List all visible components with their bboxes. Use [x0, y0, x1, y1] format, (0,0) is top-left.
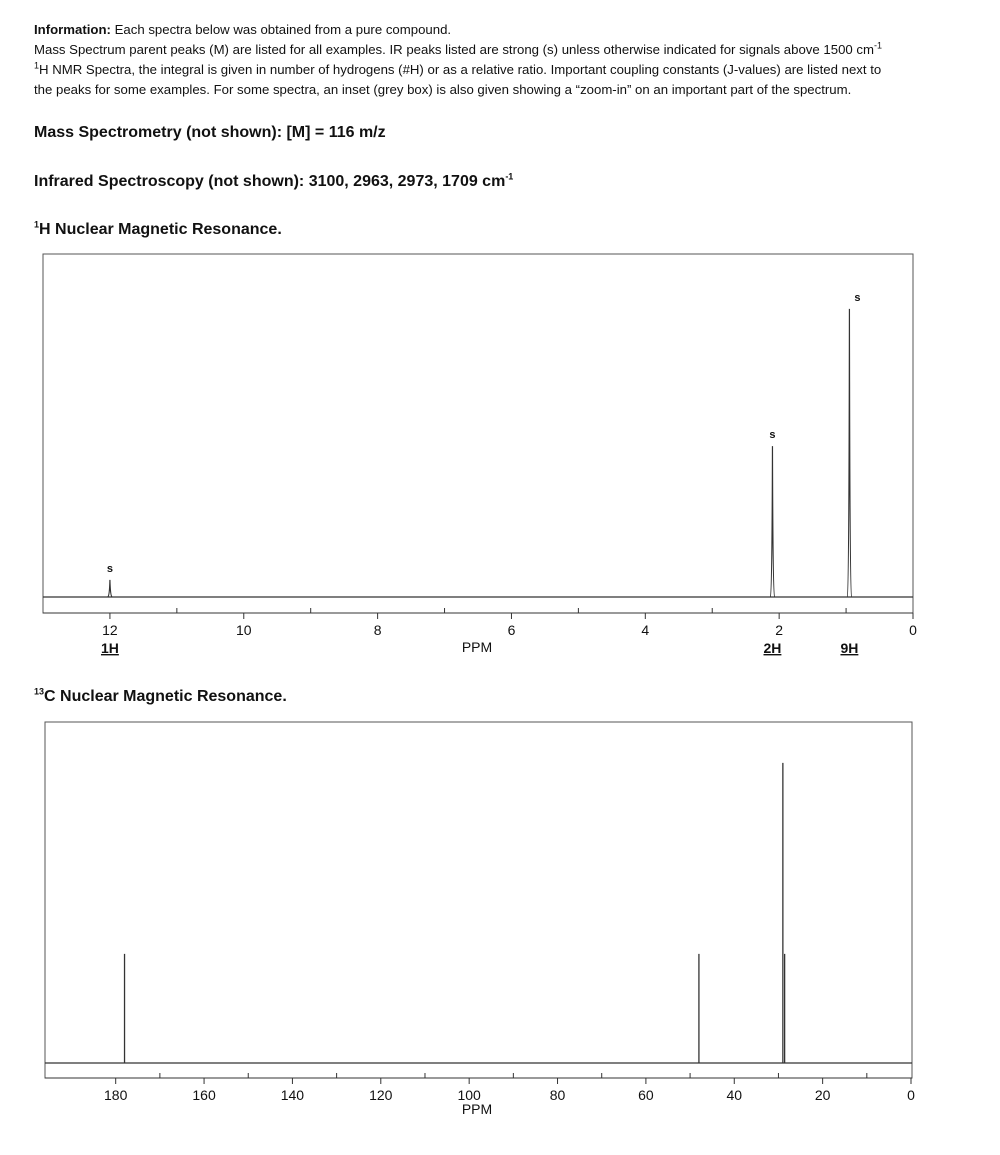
ir-heading-text: Infrared Spectroscopy (not shown): 3100, 2963, 2973, 1709 cm — [34, 173, 506, 190]
h-nmr-tick-label: 12 — [102, 622, 118, 638]
info-line-4 — [34, 80, 974, 100]
c-nmr-tick-label: 40 — [726, 1087, 743, 1103]
h-nmr-heading-text: H Nuclear Magnetic Resonance. — [39, 221, 282, 238]
c-nmr-tick-label: 100 — [457, 1087, 481, 1103]
c-nmr-tick-label: 160 — [192, 1087, 216, 1103]
mass-spec-heading: Mass Spectrometry (not shown): [M] = 116 m/z — [34, 124, 386, 141]
c-nmr-tick-label: 60 — [638, 1087, 654, 1103]
h-nmr-integral-label: 2H — [763, 640, 782, 656]
h-nmr-integral-label: 9H — [840, 640, 859, 656]
c-nmr-chart — [0, 710, 1000, 1140]
h-nmr-heading-sup: 1 — [34, 219, 40, 230]
h-nmr-chart — [0, 240, 1000, 670]
c-nmr-tick-label: 140 — [280, 1087, 305, 1103]
h-nmr-multiplicity-label: s — [854, 291, 861, 304]
h-nmr-tick-label: 0 — [909, 622, 917, 638]
h-nmr-tick-label: 8 — [373, 622, 382, 638]
h-nmr-peak — [770, 446, 774, 597]
c-nmr-heading-text: C Nuclear Magnetic Resonance. — [44, 688, 287, 705]
ir-heading — [34, 173, 513, 191]
info-line-2-text: Mass Spectrum parent peaks (M) are listed for all examples. IR peaks listed are strong (s) unless otherwise indicated for signals above 1500 cm — [34, 42, 874, 57]
info-line-1-text: Each spectra below was obtained from a pure compound. — [114, 22, 452, 37]
info-line-4-text: the peaks for some examples. For some spectra, an inset (grey box) is also given showing a “zoom-in” on an important part of the spectrum. — [34, 82, 852, 97]
c-nmr-tick-label: 120 — [369, 1087, 393, 1103]
h-nmr-tick-label: 2 — [775, 622, 784, 638]
h-nmr-multiplicity-label: s — [106, 562, 113, 575]
ir-heading-sup: -1 — [505, 171, 514, 182]
h-nmr-tick-label: 10 — [235, 622, 252, 638]
c-nmr-axis-title: PPM — [461, 1101, 493, 1117]
info-line-2 — [34, 40, 974, 60]
info-line-2-sup: -1 — [873, 40, 882, 51]
h-nmr-heading — [34, 221, 282, 239]
c-nmr-tick-label: 180 — [104, 1087, 128, 1103]
c-nmr-heading — [34, 688, 287, 706]
c-nmr-tick-label: 0 — [907, 1087, 915, 1103]
h-nmr-plot-frame — [43, 254, 913, 613]
info-line-1 — [34, 20, 974, 40]
info-line-3-text: H NMR Spectra, the integral is given in number of hydrogens (#H) or as a relative ratio. Important coupling constants (J-values) are listed next to — [39, 62, 882, 77]
info-line-3-sup: 1 — [34, 60, 40, 71]
h-nmr-peak — [847, 309, 851, 597]
information-block — [34, 20, 974, 100]
h-nmr-multiplicity-label: s — [769, 429, 776, 442]
h-nmr-integral-label: 1H — [100, 640, 119, 656]
h-nmr-tick-label: 6 — [507, 622, 516, 638]
c-nmr-tick-label: 80 — [549, 1087, 566, 1103]
c-nmr-heading-sup: 13 — [34, 686, 45, 697]
h-nmr-axis-title: PPM — [461, 639, 493, 655]
h-nmr-peak — [108, 580, 112, 597]
info-label: Information: — [34, 22, 111, 37]
h-nmr-tick-label: 4 — [641, 622, 650, 638]
c-nmr-tick-label: 20 — [814, 1087, 831, 1103]
info-line-3 — [34, 60, 974, 80]
c-nmr-plot-frame — [45, 722, 912, 1078]
